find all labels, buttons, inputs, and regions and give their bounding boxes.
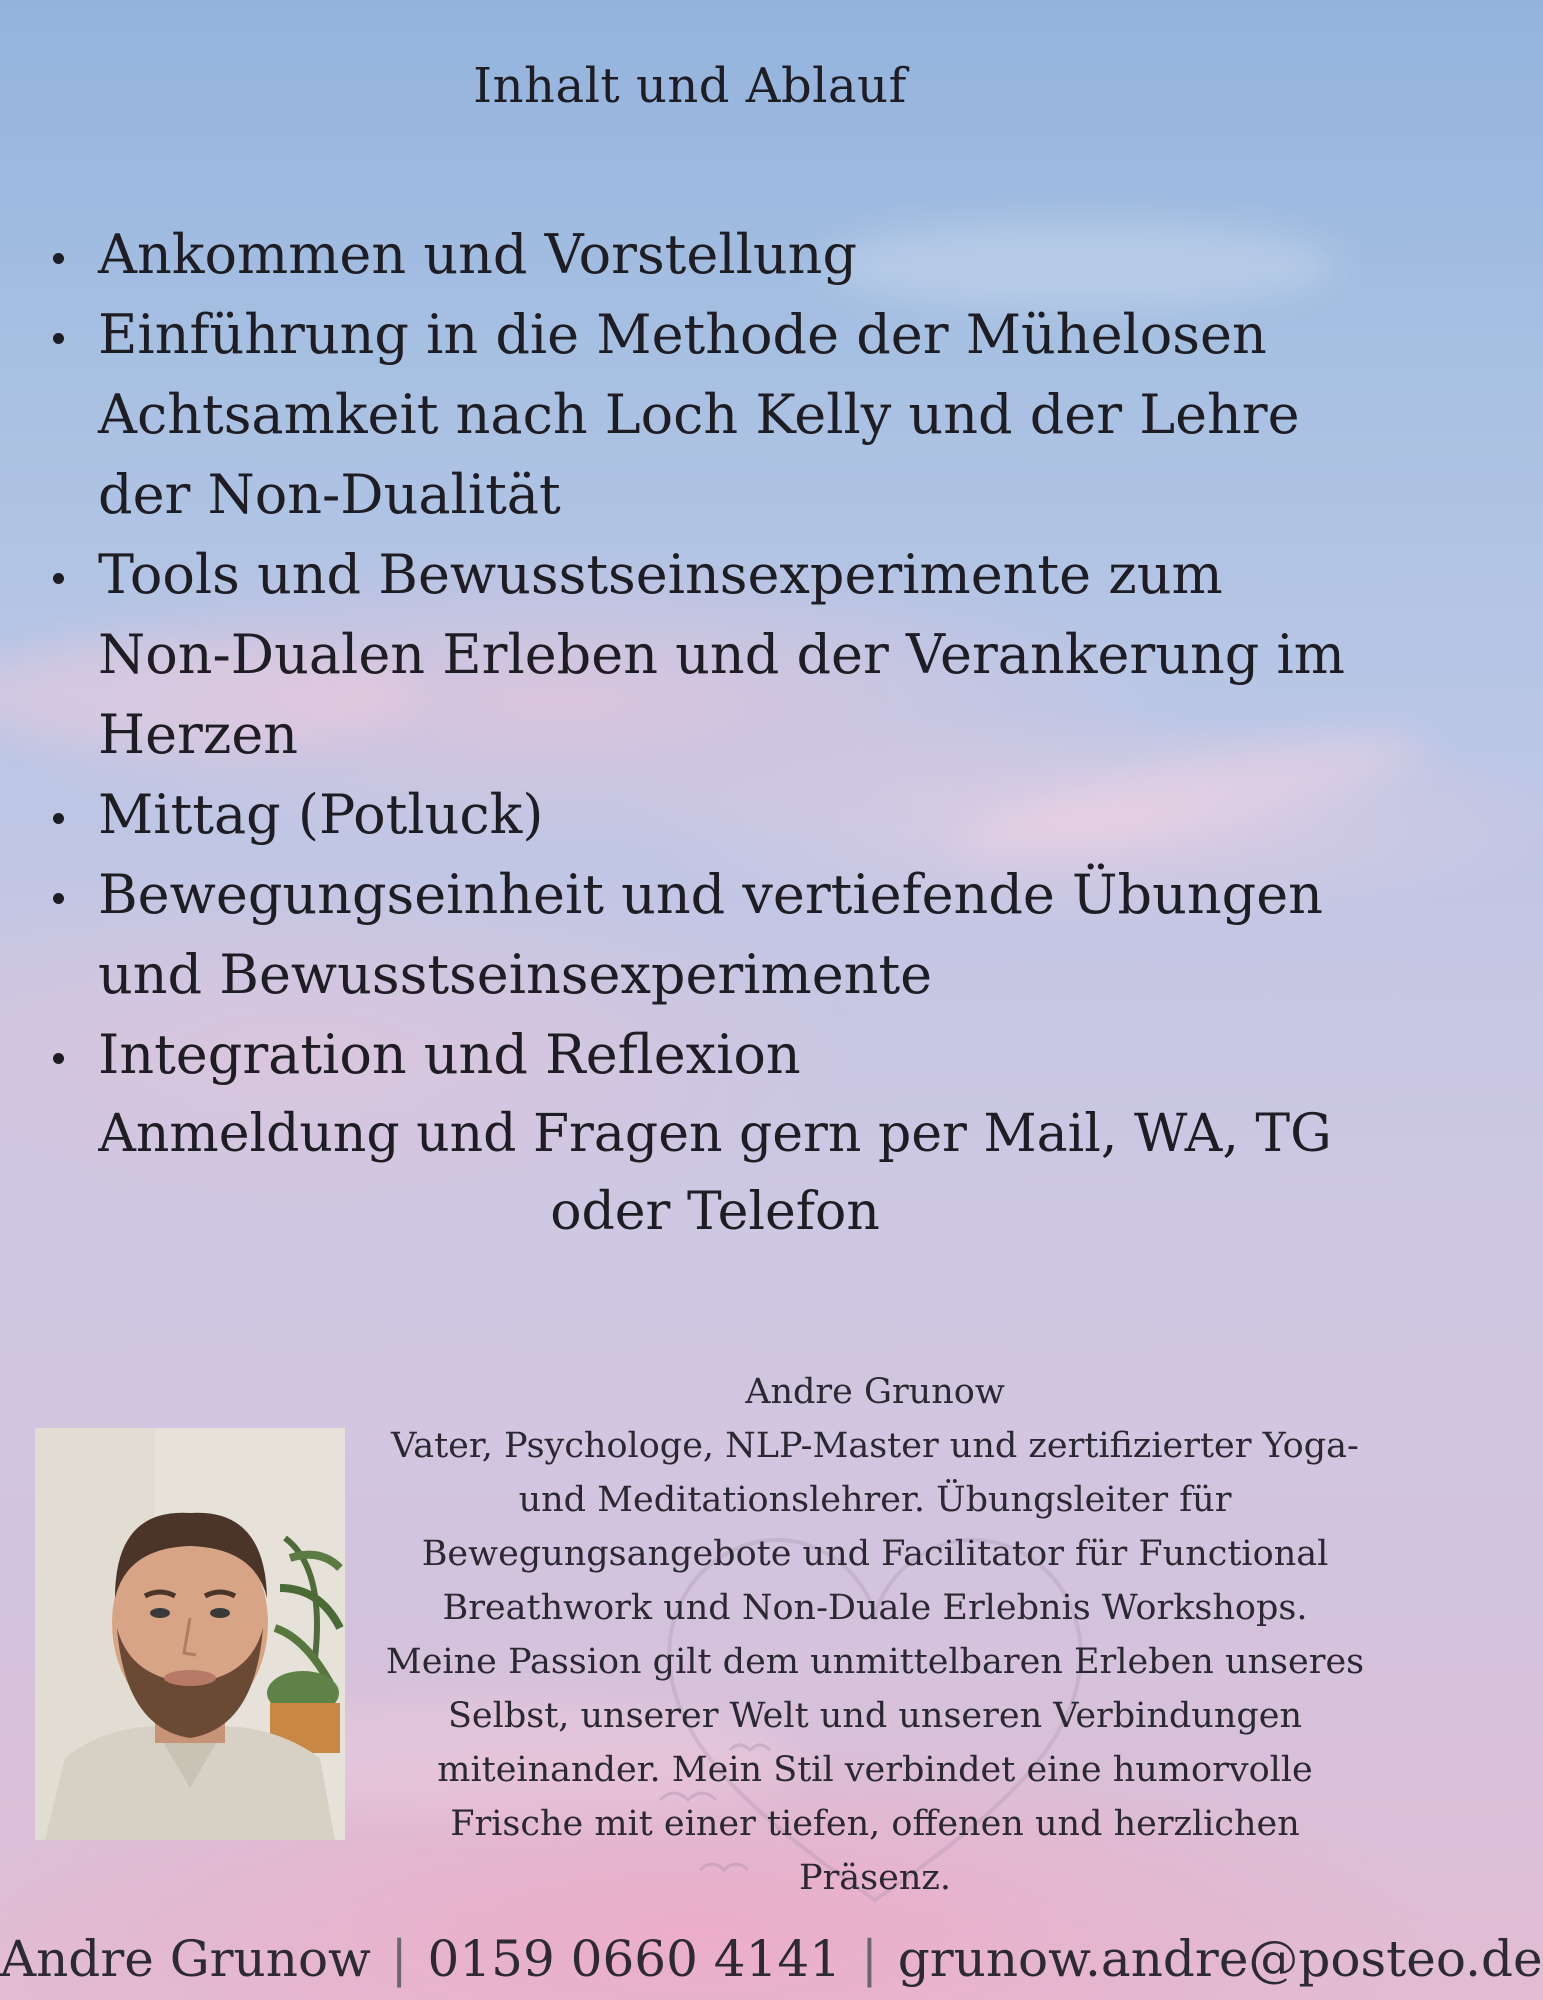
contact-footer <box>0 1930 1543 1988</box>
portrait-illustration <box>35 1428 345 1840</box>
registration-callout <box>60 1095 1370 1251</box>
bio-section <box>385 1365 1365 1905</box>
registration-line-1: Anmeldung und Fragen gern per Mail, WA, TG <box>98 1104 1332 1164</box>
agenda-item: Integration und Reflexion <box>38 1015 1358 1095</box>
footer-separator: | <box>390 1930 408 1988</box>
agenda-item: Mittag (Potluck) <box>38 775 1358 855</box>
portrait-photo <box>35 1428 345 1840</box>
footer-email[interactable]: grunow.andre@posteo.de <box>897 1930 1543 1988</box>
bio-name: Andre Grunow <box>745 1372 1005 1412</box>
footer-phone[interactable]: 0159 0660 4141 <box>427 1930 842 1988</box>
footer-name: Andre Grunow <box>0 1930 371 1988</box>
bio-text: Vater, Psychologe, NLP-Master und zertifizierter Yoga- und Meditationslehrer. Übungsleiter für Bewegungsangebote und Facilitator für Functional Breathwork und Non-Duale Erlebnis Workshops. Meine Passion gilt dem unmittelbaren Erleben unseres Selbst, unserer Welt und unseren Verbindungen miteinander. Mein Stil verbindet eine humorvolle Frische mit einer tiefen, offenen und herzlichen Präsenz. <box>385 1426 1365 1898</box>
footer-separator: | <box>860 1930 878 1988</box>
registration-line-2: oder Telefon <box>550 1182 880 1242</box>
agenda-item: Bewegungseinheit und vertiefende Übungen und Bewusstseinsexperimente <box>38 855 1358 1015</box>
agenda-item: Einführung in die Methode der Mühelosen Achtsamkeit nach Loch Kelly und der Lehre der Non-Dualität <box>38 295 1358 535</box>
agenda-item: Tools und Bewusstseinsexperimente zum Non-Dualen Erleben und der Verankerung im Herzen <box>38 535 1358 775</box>
page-title: Inhalt und Ablauf <box>473 58 907 114</box>
agenda-list <box>38 215 1358 1095</box>
agenda-item: Ankommen und Vorstellung <box>38 215 1358 295</box>
